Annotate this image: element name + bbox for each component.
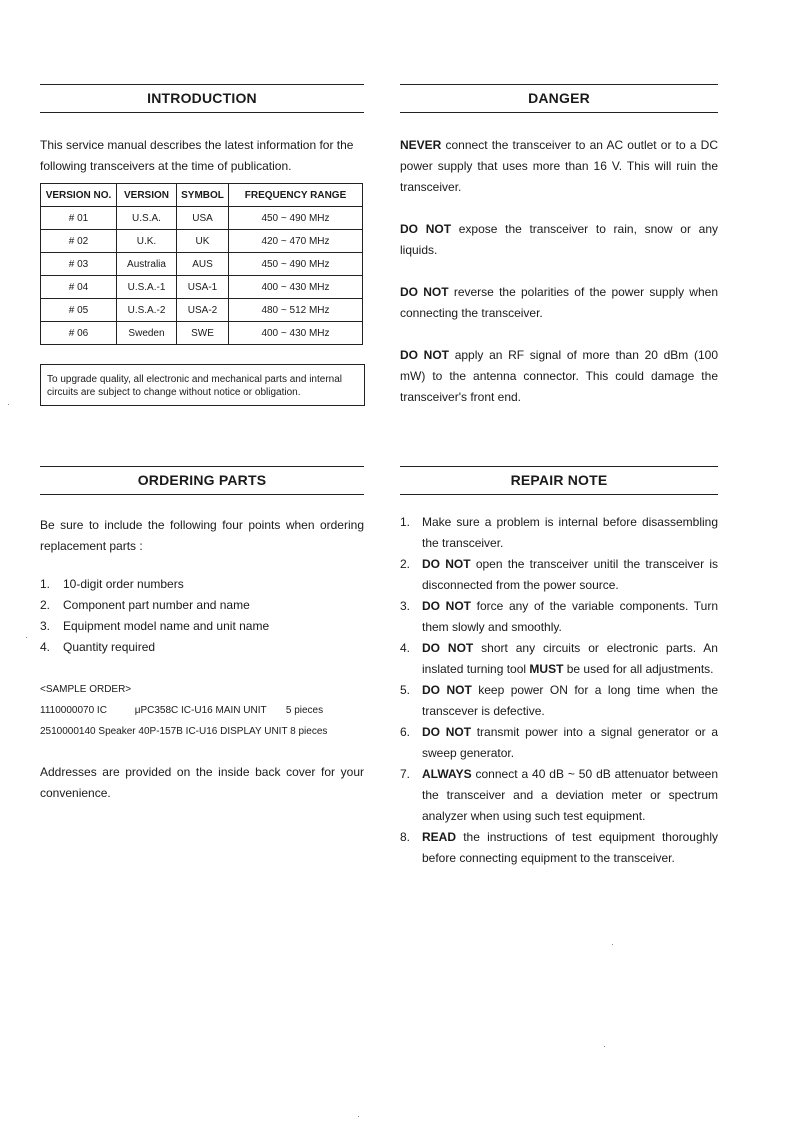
list-item-text: Equipment model name and unit name <box>63 619 270 633</box>
cell-version-no: # 06 <box>41 322 117 345</box>
list-item <box>400 512 718 554</box>
cell-version: U.S.A.-1 <box>117 276 177 299</box>
cell-frequency: 480 ~ 512 MHz <box>229 299 363 322</box>
danger-heading: DANGER <box>400 84 718 113</box>
ordering-points-list <box>40 574 364 658</box>
list-item-number: 6. <box>400 725 411 739</box>
cell-frequency: 420 ~ 470 MHz <box>229 230 363 253</box>
list-item-text: the instructions of test equipment thoroughly before connecting equipment to the transceiver. <box>422 830 718 865</box>
scan-speck <box>26 637 27 638</box>
list-item-keyword: DO NOT <box>422 725 472 739</box>
cell-frequency: 400 ~ 430 MHz <box>229 276 363 299</box>
table-row <box>41 253 363 276</box>
list-item <box>40 574 364 595</box>
list-item-keyword-must: MUST <box>529 662 564 676</box>
cell-symbol: AUS <box>177 253 229 276</box>
list-item-keyword: DO NOT <box>422 557 471 571</box>
list-item <box>40 637 364 658</box>
version-table <box>40 183 363 345</box>
cell-version-no: # 01 <box>41 207 117 230</box>
repair-note-section <box>400 466 718 495</box>
cell-version: U.S.A. <box>117 207 177 230</box>
col-header-version-no: VERSION NO. <box>41 184 117 207</box>
cell-symbol: USA-1 <box>177 276 229 299</box>
danger-item-keyword: DO NOT <box>400 348 450 362</box>
list-item <box>40 616 364 637</box>
cell-version-no: # 05 <box>41 299 117 322</box>
upgrade-notice-box <box>40 364 365 406</box>
cell-version-no: # 04 <box>41 276 117 299</box>
list-item <box>400 764 718 827</box>
list-item-keyword: DO NOT <box>422 599 471 613</box>
danger-item <box>400 282 718 324</box>
cell-version: U.S.A.-2 <box>117 299 177 322</box>
col-header-frequency-range: FREQUENCY RANGE <box>229 184 363 207</box>
table-row <box>41 299 363 322</box>
cell-symbol: USA-2 <box>177 299 229 322</box>
list-item <box>40 595 364 616</box>
list-item-number: 1. <box>40 577 51 591</box>
list-item <box>400 680 718 722</box>
cell-version: Sweden <box>117 322 177 345</box>
introduction-heading: INTRODUCTION <box>40 84 364 113</box>
list-item-text: open the transceiver unitil the transceiver is disconnected from the power source. <box>422 557 718 592</box>
danger-item <box>400 135 718 198</box>
cell-version: U.K. <box>117 230 177 253</box>
introduction-body-line1: This service manual describes the latest information for the <box>40 138 354 152</box>
repair-note-heading: REPAIR NOTE <box>400 466 718 495</box>
list-item-number: 4. <box>400 641 411 655</box>
list-item-text: Make sure a problem is internal before disassembling the transceiver. <box>422 515 718 550</box>
cell-frequency: 450 ~ 490 MHz <box>229 207 363 230</box>
sample-order-label: <SAMPLE ORDER> <box>40 684 132 695</box>
list-item-number: 7. <box>400 767 411 781</box>
scan-speck <box>604 1046 605 1047</box>
cell-symbol: SWE <box>177 322 229 345</box>
table-row <box>41 322 363 345</box>
danger-item <box>400 219 718 261</box>
sample-order-line1: 1110000070 IC μPC358C IC-U16 MAIN UNIT 5 pieces <box>40 705 324 716</box>
cell-frequency: 450 ~ 490 MHz <box>229 253 363 276</box>
ordering-intro: Be sure to include the following four points when ordering replacement parts : <box>40 518 364 553</box>
list-item-number: 3. <box>400 599 411 613</box>
list-item-text: transmit power into a signal generator or a sweep generator. <box>422 725 718 760</box>
danger-item-text: connect the transceiver to an AC outlet or to a DC power supply that uses more than 16 V. This will ruin the transceiver. <box>400 138 718 194</box>
list-item-text: force any of the variable components. Turn them slowly and smoothly. <box>422 599 718 634</box>
cell-version: Australia <box>117 253 177 276</box>
list-item-text: short any circuits or electronic parts. An inslated turning tool <box>422 641 718 676</box>
scan-speck <box>612 944 613 945</box>
cell-frequency: 400 ~ 430 MHz <box>229 322 363 345</box>
list-item-number: 2. <box>40 598 51 612</box>
list-item-text: Component part number and name <box>63 598 250 612</box>
ordering-footer: Addresses are provided on the inside back cover for your convenience. <box>40 765 364 800</box>
list-item-number: 5. <box>400 683 411 697</box>
sample-order-line2: 2510000140 Speaker 40P-157B IC-U16 DISPLAY UNIT 8 pieces <box>40 726 328 737</box>
list-item-number: 8. <box>400 830 411 844</box>
list-item <box>400 722 718 764</box>
danger-section <box>400 84 718 408</box>
ordering-parts-heading: ORDERING PARTS <box>40 466 364 495</box>
list-item-text: keep power ON for a long time when the transcever is defective. <box>422 683 718 718</box>
col-header-version: VERSION <box>117 184 177 207</box>
danger-item-keyword: NEVER <box>400 138 442 152</box>
list-item <box>400 827 718 869</box>
list-item-text: 10-digit order numbers <box>63 577 184 591</box>
repair-note-list <box>400 512 718 869</box>
list-item-number: 4. <box>40 640 51 654</box>
scan-speck <box>8 404 9 405</box>
list-item-text: Quantity required <box>63 640 156 654</box>
ordering-parts-section <box>40 466 364 557</box>
col-header-symbol: SYMBOL <box>177 184 229 207</box>
list-item-number: 2. <box>400 557 411 571</box>
introduction-section <box>40 84 364 177</box>
list-item <box>400 596 718 638</box>
table-row <box>41 207 363 230</box>
introduction-body-line2: following transceivers at the time of publication. <box>40 159 292 173</box>
danger-item-keyword: DO NOT <box>400 222 452 236</box>
danger-item-keyword: DO NOT <box>400 285 449 299</box>
cell-version-no: # 03 <box>41 253 117 276</box>
list-item <box>400 638 718 680</box>
list-item-keyword: DO NOT <box>422 641 474 655</box>
list-item-keyword: READ <box>422 830 457 844</box>
danger-item-text: reverse the polarities of the power supply when connecting the transceiver. <box>400 285 718 320</box>
table-row <box>41 230 363 253</box>
list-item-keyword: DO NOT <box>422 683 472 697</box>
cell-symbol: UK <box>177 230 229 253</box>
list-item-text: connect a 40 dB ~ 50 dB attenuator between the transceiver and a deviation meter or spectrum analyzer when using such test equipment. <box>422 767 718 823</box>
list-item <box>400 554 718 596</box>
version-table-header-row <box>41 184 363 207</box>
list-item-number: 1. <box>400 515 411 529</box>
list-item-text-tail: be used for all adjustments. <box>563 662 714 676</box>
danger-item-text: apply an RF signal of more than 20 dBm (100 mW) to the antenna connector. This could damage the transceiver's front end. <box>400 348 718 404</box>
cell-symbol: USA <box>177 207 229 230</box>
list-item-number: 3. <box>40 619 51 633</box>
table-row <box>41 276 363 299</box>
danger-item <box>400 345 718 408</box>
upgrade-notice-text: To upgrade quality, all electronic and mechanical parts and internal circuits are subject to change without notice or obligation. <box>47 374 342 398</box>
list-item-keyword: ALWAYS <box>422 767 472 781</box>
cell-version-no: # 02 <box>41 230 117 253</box>
danger-item-text: expose the transceiver to rain, snow or any liquids. <box>400 222 718 257</box>
scan-speck <box>358 1116 359 1117</box>
